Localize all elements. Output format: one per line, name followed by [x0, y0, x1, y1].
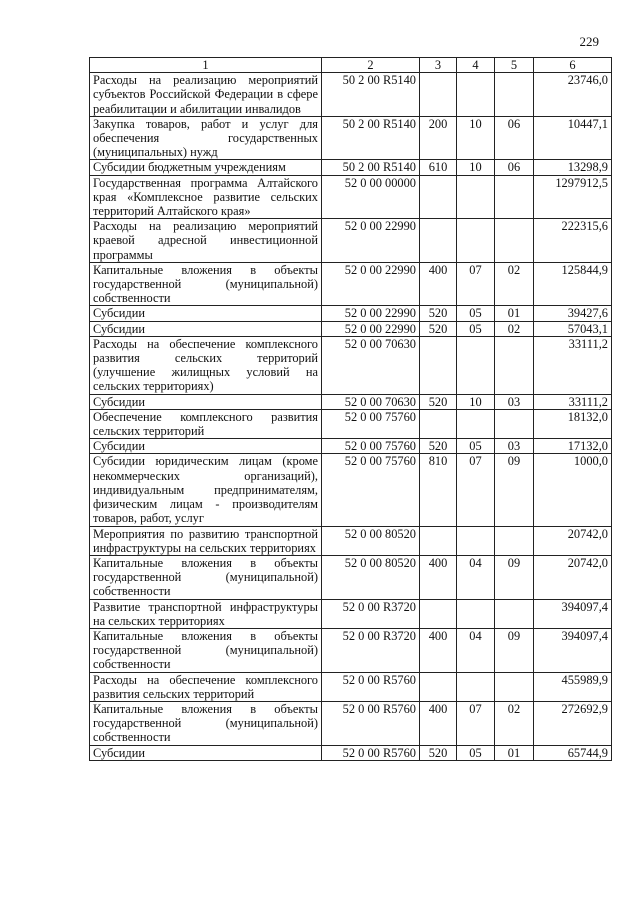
expense-type-cell: 520 [420, 394, 457, 409]
expense-type-cell: 400 [420, 555, 457, 599]
amount-cell: 33111,2 [534, 336, 612, 394]
subsection-cell [495, 175, 534, 219]
target-article-cell: 52 0 00 70630 [322, 394, 420, 409]
column-header: 1 [90, 58, 322, 73]
section-cell: 04 [457, 628, 495, 672]
expense-type-cell: 520 [420, 745, 457, 760]
expense-type-cell: 400 [420, 701, 457, 745]
section-cell [457, 219, 495, 263]
subsection-cell: 02 [495, 321, 534, 336]
table-row [90, 409, 612, 438]
target-article-cell: 52 0 00 22990 [322, 262, 420, 306]
section-cell: 07 [457, 262, 495, 306]
amount-cell: 222315,6 [534, 219, 612, 263]
amount-cell: 125844,9 [534, 262, 612, 306]
subsection-cell [495, 672, 534, 701]
amount-cell: 20742,0 [534, 526, 612, 555]
subsection-cell: 09 [495, 555, 534, 599]
row-name-cell: Расходы на реализацию мероприятий субъектов Российской Федерации в сфере реабилитации и абилитации инвалидов [90, 73, 322, 117]
row-name-cell: Развитие транспортной инфраструктуры на сельских территориях [90, 599, 322, 628]
subsection-cell [495, 526, 534, 555]
target-article-cell: 52 0 00 75760 [322, 454, 420, 526]
amount-cell: 65744,9 [534, 745, 612, 760]
subsection-cell: 02 [495, 701, 534, 745]
section-cell [457, 336, 495, 394]
section-cell: 05 [457, 745, 495, 760]
section-cell [457, 73, 495, 117]
table-row [90, 439, 612, 454]
subsection-cell: 01 [495, 306, 534, 321]
amount-cell: 455989,9 [534, 672, 612, 701]
row-name-cell: Расходы на обеспечение комплексного развития сельских территорий [90, 672, 322, 701]
table-row [90, 116, 612, 160]
section-cell: 04 [457, 555, 495, 599]
column-header: 2 [322, 58, 420, 73]
row-name-cell: Субсидии [90, 745, 322, 760]
subsection-cell: 06 [495, 116, 534, 160]
table-row [90, 672, 612, 701]
column-header: 6 [534, 58, 612, 73]
expense-type-cell [420, 73, 457, 117]
row-name-cell: Закупка товаров, работ и услуг для обеспечения государственных (муниципальных) нужд [90, 116, 322, 160]
row-name-cell: Субсидии бюджетным учреждениям [90, 160, 322, 175]
expense-type-cell [420, 409, 457, 438]
subsection-cell: 09 [495, 454, 534, 526]
row-name-cell: Капитальные вложения в объекты государственной (муниципальной) собственности [90, 262, 322, 306]
expense-type-cell [420, 175, 457, 219]
amount-cell: 20742,0 [534, 555, 612, 599]
table-row [90, 175, 612, 219]
table-row [90, 321, 612, 336]
target-article-cell: 50 2 00 R5140 [322, 116, 420, 160]
expense-type-cell [420, 219, 457, 263]
table-body [90, 73, 612, 761]
subsection-cell [495, 73, 534, 117]
section-cell: 10 [457, 116, 495, 160]
section-cell [457, 672, 495, 701]
amount-cell: 57043,1 [534, 321, 612, 336]
section-cell [457, 175, 495, 219]
section-cell: 05 [457, 439, 495, 454]
row-name-cell: Расходы на реализацию мероприятий краевой адресной инвестиционной программы [90, 219, 322, 263]
budget-table [89, 57, 612, 761]
subsection-cell [495, 219, 534, 263]
section-cell: 10 [457, 160, 495, 175]
target-article-cell: 52 0 00 R5760 [322, 672, 420, 701]
target-article-cell: 52 0 00 22990 [322, 321, 420, 336]
amount-cell: 272692,9 [534, 701, 612, 745]
table-row [90, 599, 612, 628]
expense-type-cell [420, 336, 457, 394]
expense-type-cell: 200 [420, 116, 457, 160]
row-name-cell: Обеспечение комплексного развития сельских территорий [90, 409, 322, 438]
subsection-cell: 03 [495, 394, 534, 409]
row-name-cell: Капитальные вложения в объекты государственной (муниципальной) собственности [90, 555, 322, 599]
expense-type-cell: 520 [420, 321, 457, 336]
section-cell: 10 [457, 394, 495, 409]
column-header: 5 [495, 58, 534, 73]
expense-type-cell [420, 599, 457, 628]
subsection-cell: 02 [495, 262, 534, 306]
section-cell: 05 [457, 321, 495, 336]
table-row [90, 745, 612, 760]
table-row [90, 394, 612, 409]
table-row [90, 526, 612, 555]
expense-type-cell: 520 [420, 306, 457, 321]
amount-cell: 23746,0 [534, 73, 612, 117]
row-name-cell: Капитальные вложения в объекты государственной (муниципальной) собственности [90, 701, 322, 745]
row-name-cell: Мероприятия по развитию транспортной инфраструктуры на сельских территориях [90, 526, 322, 555]
table-row [90, 701, 612, 745]
table-row [90, 219, 612, 263]
section-cell [457, 599, 495, 628]
amount-cell: 1000,0 [534, 454, 612, 526]
row-name-cell: Государственная программа Алтайского края «Комплексное развитие сельских территорий Алтайского края» [90, 175, 322, 219]
target-article-cell: 52 0 00 70630 [322, 336, 420, 394]
target-article-cell: 50 2 00 R5140 [322, 160, 420, 175]
amount-cell: 1297912,5 [534, 175, 612, 219]
row-name-cell: Расходы на обеспечение комплексного развития сельских территорий (улучшение жилищных условий на сельских территориях) [90, 336, 322, 394]
amount-cell: 394097,4 [534, 628, 612, 672]
section-cell: 07 [457, 454, 495, 526]
target-article-cell: 52 0 00 80520 [322, 555, 420, 599]
section-cell: 05 [457, 306, 495, 321]
expense-type-cell: 810 [420, 454, 457, 526]
target-article-cell: 52 0 00 75760 [322, 439, 420, 454]
subsection-cell: 06 [495, 160, 534, 175]
row-name-cell: Субсидии [90, 394, 322, 409]
target-article-cell: 52 0 00 R3720 [322, 599, 420, 628]
subsection-cell [495, 336, 534, 394]
table-row [90, 555, 612, 599]
expense-type-cell: 400 [420, 262, 457, 306]
amount-cell: 13298,9 [534, 160, 612, 175]
table-row [90, 73, 612, 117]
row-name-cell: Капитальные вложения в объекты государственной (муниципальной) собственности [90, 628, 322, 672]
column-header: 4 [457, 58, 495, 73]
amount-cell: 33111,2 [534, 394, 612, 409]
expense-type-cell [420, 672, 457, 701]
header-row [90, 58, 612, 73]
expense-type-cell: 400 [420, 628, 457, 672]
table-row [90, 306, 612, 321]
amount-cell: 394097,4 [534, 599, 612, 628]
subsection-cell: 09 [495, 628, 534, 672]
row-name-cell: Субсидии [90, 306, 322, 321]
expense-type-cell: 520 [420, 439, 457, 454]
page-number: 229 [579, 34, 599, 49]
target-article-cell: 52 0 00 80520 [322, 526, 420, 555]
target-article-cell: 52 0 00 R5760 [322, 701, 420, 745]
column-header: 3 [420, 58, 457, 73]
amount-cell: 17132,0 [534, 439, 612, 454]
expense-type-cell: 610 [420, 160, 457, 175]
table-row [90, 628, 612, 672]
section-cell [457, 526, 495, 555]
row-name-cell: Субсидии [90, 321, 322, 336]
row-name-cell: Субсидии юридическим лицам (кроме некоммерческих организаций), индивидуальным предпринимателям, физическим лицам - производителям товаров, работ, услуг [90, 454, 322, 526]
amount-cell: 18132,0 [534, 409, 612, 438]
target-article-cell: 52 0 00 R3720 [322, 628, 420, 672]
subsection-cell: 03 [495, 439, 534, 454]
target-article-cell: 52 0 00 22990 [322, 306, 420, 321]
amount-cell: 39427,6 [534, 306, 612, 321]
subsection-cell [495, 599, 534, 628]
target-article-cell: 52 0 00 R5760 [322, 745, 420, 760]
expense-type-cell [420, 526, 457, 555]
subsection-cell: 01 [495, 745, 534, 760]
section-cell: 07 [457, 701, 495, 745]
target-article-cell: 50 2 00 R5140 [322, 73, 420, 117]
table-row [90, 160, 612, 175]
target-article-cell: 52 0 00 22990 [322, 219, 420, 263]
amount-cell: 10447,1 [534, 116, 612, 160]
subsection-cell [495, 409, 534, 438]
section-cell [457, 409, 495, 438]
target-article-cell: 52 0 00 75760 [322, 409, 420, 438]
row-name-cell: Субсидии [90, 439, 322, 454]
target-article-cell: 52 0 00 00000 [322, 175, 420, 219]
table-row [90, 454, 612, 526]
table-row [90, 262, 612, 306]
table-row [90, 336, 612, 394]
